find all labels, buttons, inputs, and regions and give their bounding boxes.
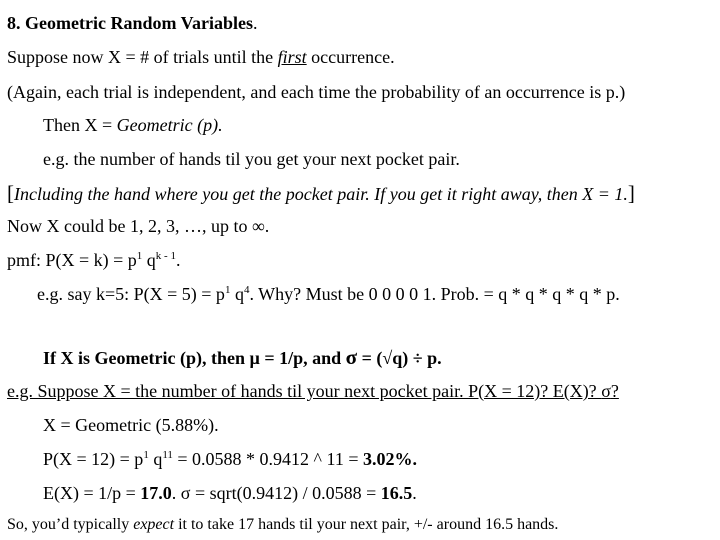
- text-a: Suppose now X = # of trials until the: [7, 47, 278, 67]
- title-text: 8. Geometric Random Variables: [7, 13, 253, 33]
- text-a: If X is Geometric (p), then µ = 1/p, and: [43, 348, 346, 368]
- line-example-k5: [37, 283, 620, 305]
- line-assumption: (Again, each trial is independent, and each time the probability of an occurrence is p.): [7, 82, 626, 102]
- sigma-symbol: σ: [345, 345, 358, 369]
- text-a: e.g. Suppose X = the number of hands til your next pocket pair. P(X = 12)? E(X)?: [7, 381, 602, 401]
- text-expect: expect: [133, 516, 175, 533]
- text-b: q: [148, 449, 163, 469]
- text-a: P(X = 12) = p: [43, 449, 144, 469]
- line-example-hands: e.g. the number of hands til you get your next pocket pair.: [43, 149, 460, 169]
- sup-2: 4: [243, 284, 250, 296]
- sup-1: 1: [224, 284, 231, 296]
- line-example-question: [7, 380, 619, 402]
- text-a: Then X =: [43, 115, 117, 135]
- sup-2: k - 1: [155, 250, 176, 262]
- text-geometric: Geometric (p).: [116, 115, 223, 135]
- text-c: = 0.0588 * 0.9412 ^ 11 =: [172, 449, 363, 469]
- line-pmf: [7, 249, 180, 271]
- sigma-symbol: σ: [601, 381, 611, 401]
- text-a: pmf: P(X = k) = p: [7, 250, 137, 270]
- line-range: Now X could be 1, 2, 3, …, up to ∞.: [7, 216, 270, 236]
- line-theorem: [43, 346, 442, 369]
- result-p12: 3.02%: [363, 449, 413, 469]
- text-d: = sqrt(0.9412) / 0.0588 =: [190, 483, 381, 503]
- text-c: .: [171, 483, 181, 503]
- text-c: .: [175, 250, 181, 270]
- text-b: = (√q) ÷ p.: [357, 348, 442, 368]
- text-a: E(X) = 1/p =: [43, 483, 141, 503]
- slide-title: [7, 12, 257, 34]
- text-e: .: [412, 449, 417, 469]
- line-including: [7, 182, 635, 205]
- line-then: [43, 114, 223, 136]
- result-sd: 16.5: [380, 483, 413, 503]
- line-p12: [43, 448, 417, 470]
- sigma-symbol: σ: [180, 483, 191, 503]
- line-x-geometric: X = Geometric (5.88%).: [43, 415, 219, 435]
- sup-2: 11: [162, 449, 173, 461]
- text-first: first: [277, 47, 307, 67]
- text-including: Including the hand where you get the pocket pair. If you get it right away, then X = 1.: [14, 184, 628, 204]
- line-ex-sd: [43, 482, 417, 504]
- text-b: ?: [610, 381, 619, 401]
- text-f: .: [412, 483, 417, 503]
- line-summary: [7, 514, 558, 536]
- bracket-open: [: [7, 181, 14, 205]
- bracket-close: ]: [627, 181, 635, 205]
- text-c: occurrence.: [306, 47, 395, 67]
- text-c: it to take 17 hands til your next pair, +/- around 16.5 hands.: [174, 516, 559, 533]
- text-c: . Why? Must be 0 0 0 0 1. Prob. = q * q * q * q * p.: [249, 284, 620, 304]
- line-definition: [7, 46, 395, 68]
- text-a: So, you’d typically: [7, 516, 134, 533]
- result-ex: 17.0: [140, 483, 172, 503]
- text-b: q: [142, 250, 156, 270]
- title-dot: .: [252, 13, 258, 33]
- sup-1: 1: [143, 449, 149, 461]
- text-b: q: [230, 284, 244, 304]
- sup-1: 1: [136, 250, 143, 262]
- text-a: e.g. say k=5: P(X = 5) = p: [37, 284, 225, 304]
